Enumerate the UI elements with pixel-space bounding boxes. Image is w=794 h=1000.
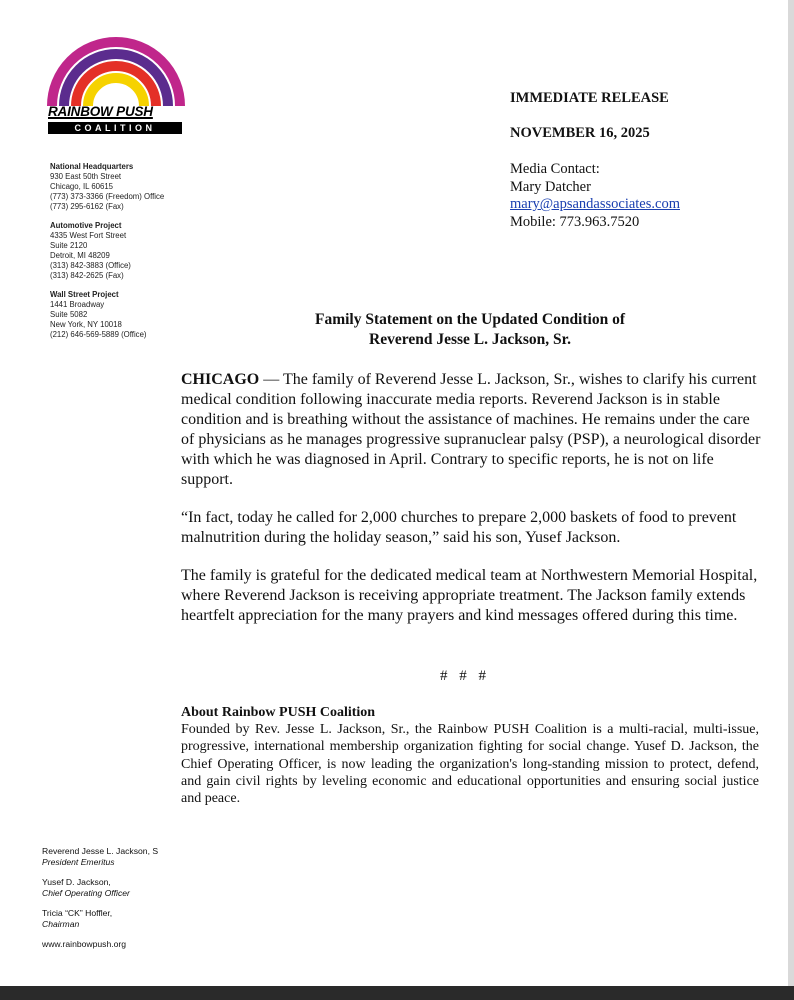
office-line: (773) 373-3366 (Freedom) Office	[50, 192, 165, 201]
contact-name: Mary Datcher	[510, 178, 591, 195]
office-line: Detroit, MI 48209	[50, 251, 110, 260]
office-line: 1441 Broadway	[50, 300, 105, 309]
contact-label: Media Contact:	[510, 161, 600, 177]
rainbow-arc-icon	[46, 34, 186, 109]
office-line: Suite 2120	[50, 241, 88, 250]
logo-wordmark: RAINBOW PUSH	[48, 104, 153, 119]
dateline: CHICAGO	[181, 371, 260, 388]
website-link[interactable]: www.rainbowpush.org	[42, 939, 127, 949]
end-marks: # # #	[440, 668, 486, 684]
release-label: IMMEDIATE RELEASE	[510, 90, 669, 106]
title-line-1: Family Statement on the Updated Condition of	[314, 311, 625, 328]
rainbow-push-logo	[46, 34, 186, 134]
officers-list	[42, 846, 202, 950]
about-text: Founded by Rev. Jesse L. Jackson, Sr., the Rainbow PUSH Coalition is a multi-racial, multi-issue, progressive, international membership organization fighting for social change. Yusef D. Jackson, the Chief Operating Officer, is now leading the organization's long-standing mission to protect, defend, and gain civil rights by leveling economic and educational opportunities and ensuring social justice and peace.	[181, 722, 759, 807]
officer-name: Tricia “CK” Hoffler,	[42, 908, 113, 918]
office-line: (773) 295-6162 (Fax)	[50, 202, 124, 211]
title-line-2: Reverend Jesse L. Jackson, Sr.	[369, 331, 571, 348]
office-line: 930 East 50th Street	[50, 172, 122, 181]
statement-title	[180, 310, 760, 350]
office-name: Automotive Project	[50, 221, 122, 230]
paragraph-3: The family is grateful for the dedicated medical team at Northwestern Memorial Hospital, where Reverend Jackson is receiving appropriate treatment. The Jackson family extends heartfelt appreciation for the many prayers and kind messages offered during this time.	[181, 567, 758, 624]
paragraph-1-text: — The family of Reverend Jesse L. Jackson, Sr., wishes to clarify his current medical condition following inaccurate media reports. Reverend Jackson is in stable condition and is breathing without the assistance of machines. He remains under the care of physicians as he manages progressive supranuclear palsy (PSP), a neurological disorder with which he was diagnosed in April. Contrary to specific reports, he is not on life support.	[181, 371, 761, 488]
officer-role: President Emeritus	[42, 857, 115, 867]
statement-body	[181, 370, 761, 644]
paragraph-2: “In fact, today he called for 2,000 churches to prepare 2,000 baskets of food to prevent malnutrition during the holiday season,” said his son, Yusef Jackson.	[181, 509, 737, 546]
office-line: (313) 842-2625 (Fax)	[50, 271, 124, 280]
office-line: (313) 842-3883 (Office)	[50, 261, 131, 270]
officer-role: Chairman	[42, 919, 80, 929]
office-name: Wall Street Project	[50, 290, 119, 299]
office-hq	[50, 162, 210, 212]
office-line: (212) 646-569-5889 (Office)	[50, 330, 147, 339]
office-automotive	[50, 221, 210, 281]
logo-subtitle: COALITION	[48, 122, 182, 134]
contact-mobile: Mobile: 773.963.7520	[510, 213, 640, 230]
officer-entry	[42, 908, 202, 930]
officer-entry	[42, 877, 202, 899]
officer-name: Yusef D. Jackson,	[42, 877, 111, 887]
office-line: Suite 5082	[50, 310, 88, 319]
office-line: New York, NY 10018	[50, 320, 122, 329]
office-line: 4335 West Fort Street	[50, 231, 127, 240]
office-name: National Headquarters	[50, 162, 134, 171]
office-line: Chicago, IL 60615	[50, 182, 113, 191]
about-heading: About Rainbow PUSH Coalition	[181, 705, 376, 720]
officer-role: Chief Operating Officer	[42, 888, 130, 898]
media-contact	[510, 161, 680, 231]
officer-name: Reverend Jesse L. Jackson, S	[42, 846, 159, 856]
page-edge-bottom	[0, 986, 794, 1000]
paragraph-1	[181, 370, 761, 490]
release-date: NOVEMBER 16, 2025	[510, 125, 650, 141]
about-section	[181, 704, 759, 807]
page-edge-right	[788, 0, 794, 1000]
officer-entry	[42, 846, 202, 868]
contact-email-link[interactable]: mary@apsandassociates.com	[510, 196, 680, 212]
